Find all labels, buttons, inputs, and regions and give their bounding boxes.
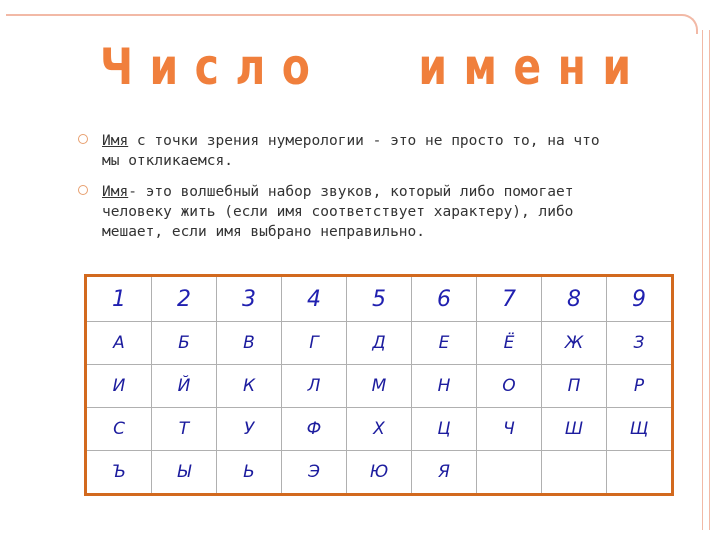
table-cell: Я [412,451,477,495]
table-cell: З [607,322,673,365]
table-cell: И [86,365,152,408]
table-cell: П [542,365,607,408]
table-cell: Н [412,365,477,408]
table-cell: У [217,408,282,451]
table-cell: Ь [217,451,282,495]
bullet-lead: Имя [102,184,129,200]
table-header-row [86,276,673,322]
table-cell: Г [282,322,347,365]
table-cell [477,451,542,495]
table-cell: Ю [347,451,412,495]
bullet-body: - это волшебный набор звуков, который либо помогает человеку жить (если имя соответствует характеру), либо мешает, если имя выбрано неправильно. [102,184,574,240]
table-cell: Ы [152,451,217,495]
slide-frame-top [6,14,698,34]
bullet-icon [78,134,88,144]
bullet-lead: Имя [102,133,129,149]
table-cell: Ш [542,408,607,451]
table-row [86,365,673,408]
table-cell: Ж [542,322,607,365]
table-cell: 5 [347,276,412,322]
table-cell: А [86,322,152,365]
bullet-text [102,182,623,242]
table-cell: 7 [477,276,542,322]
table-cell: Э [282,451,347,495]
table-cell: 6 [412,276,477,322]
table-cell: С [86,408,152,451]
table-cell [607,451,673,495]
table-row [86,408,673,451]
bullet-text [102,131,623,171]
table-cell: В [217,322,282,365]
table-cell: Ф [282,408,347,451]
table-cell: Ч [477,408,542,451]
table-cell: 3 [217,276,282,322]
table-cell: Щ [607,408,673,451]
bullet-1 [78,131,623,171]
table-cell [542,451,607,495]
table-cell: 2 [152,276,217,322]
table-cell: 4 [282,276,347,322]
slide-frame-right [702,30,710,530]
table-cell: Х [347,408,412,451]
bullet-body: с точки зрения нумерологии - это не просто то, на что мы откликаемся. [102,133,600,169]
table-cell: Д [347,322,412,365]
table-cell: 8 [542,276,607,322]
table-cell: 9 [607,276,673,322]
table-row [86,451,673,495]
table-cell: М [347,365,412,408]
table-cell: Ё [477,322,542,365]
table-row [86,322,673,365]
table-cell: К [217,365,282,408]
table-cell: Е [412,322,477,365]
table-cell: Ъ [86,451,152,495]
table-cell: О [477,365,542,408]
table-cell: Р [607,365,673,408]
table-cell: Б [152,322,217,365]
table-cell: 1 [86,276,152,322]
table-cell: Т [152,408,217,451]
table-cell: Й [152,365,217,408]
numerology-table [84,274,674,496]
table-cell: Ц [412,408,477,451]
slide-title: Число имени [100,38,648,96]
table-cell: Л [282,365,347,408]
bullet-icon [78,185,88,195]
bullet-2 [78,182,623,242]
